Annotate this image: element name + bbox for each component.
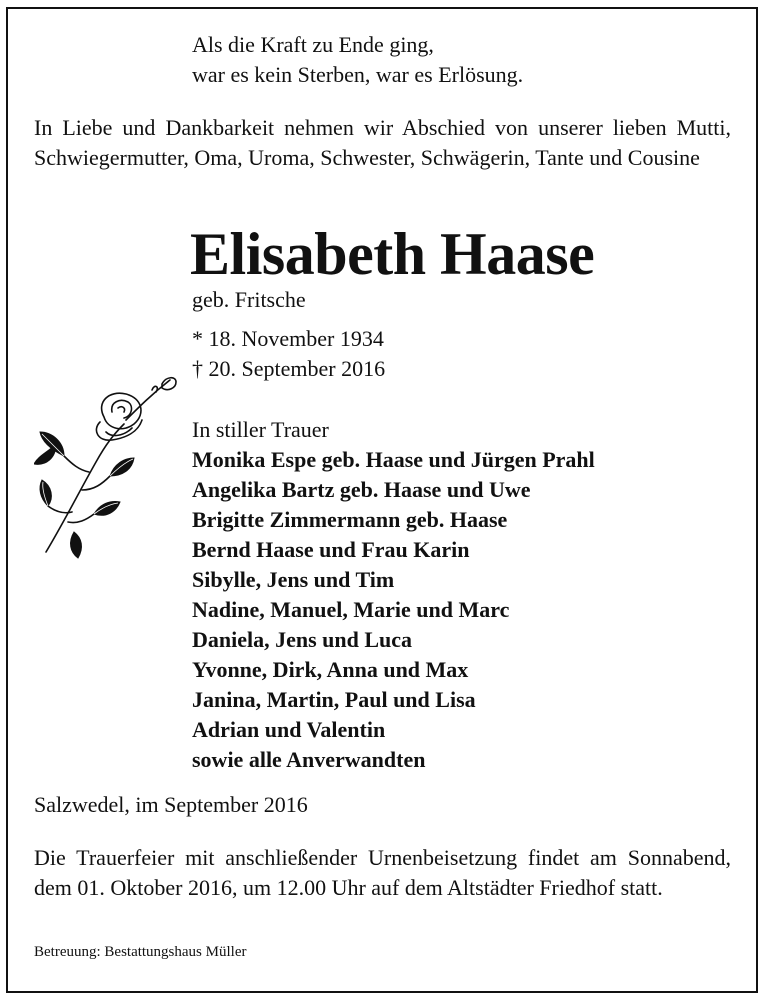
motto-line-1: Als die Kraft zu Ende ging, — [192, 32, 434, 57]
deceased-name: Elisabeth Haase — [190, 221, 595, 287]
mourner-line: Adrian und Valentin — [192, 717, 386, 742]
mourner-line: Daniela, Jens und Luca — [192, 627, 413, 652]
motto — [192, 30, 523, 90]
mourner-line: Monika Espe geb. Haase und Jürgen Prahl — [192, 447, 595, 472]
death-date: † 20. September 2016 — [192, 356, 386, 381]
mourning-label: In stiller Trauer — [192, 417, 329, 442]
mourner-line: sowie alle Anverwandten — [192, 747, 426, 772]
mourner-line: Nadine, Manuel, Marie und Marc — [192, 597, 510, 622]
mourner-line: Bernd Haase und Frau Karin — [192, 537, 470, 562]
funeral-notice: Die Trauerfeier mit anschließender Urnenbeisetzung findet am Sonnabend, dem 01. Oktober 2016, um 12.00 Uhr auf dem Altstädter Friedhof statt. — [34, 845, 731, 900]
funeral-home-credit: Betreuung: Bestattungshaus Müller — [34, 944, 247, 960]
birth-date: * 18. November 1934 — [192, 326, 384, 351]
place-and-date: Salzwedel, im September 2016 — [34, 792, 308, 817]
rose-icon — [34, 372, 184, 562]
mourner-line: Brigitte Zimmermann geb. Haase — [192, 507, 508, 532]
mourner-line: Angelika Bartz geb. Haase und Uwe — [192, 477, 531, 502]
mourner-line: Janina, Martin, Paul und Lisa — [192, 687, 476, 712]
life-dates — [192, 324, 385, 384]
intro-text: In Liebe und Dankbarkeit nehmen wir Abschied von unserer lieben Mutti, Schwiegermutter, Oma, Uroma, Schwester, Schwägerin, Tante und Cousine — [34, 115, 731, 170]
mourners-list — [192, 445, 595, 775]
maiden-name: geb. Fritsche — [192, 287, 306, 312]
motto-line-2: war es kein Sterben, war es Erlösung. — [192, 62, 524, 87]
mourner-line: Yvonne, Dirk, Anna und Max — [192, 657, 469, 682]
mourner-line: Sibylle, Jens und Tim — [192, 567, 395, 592]
